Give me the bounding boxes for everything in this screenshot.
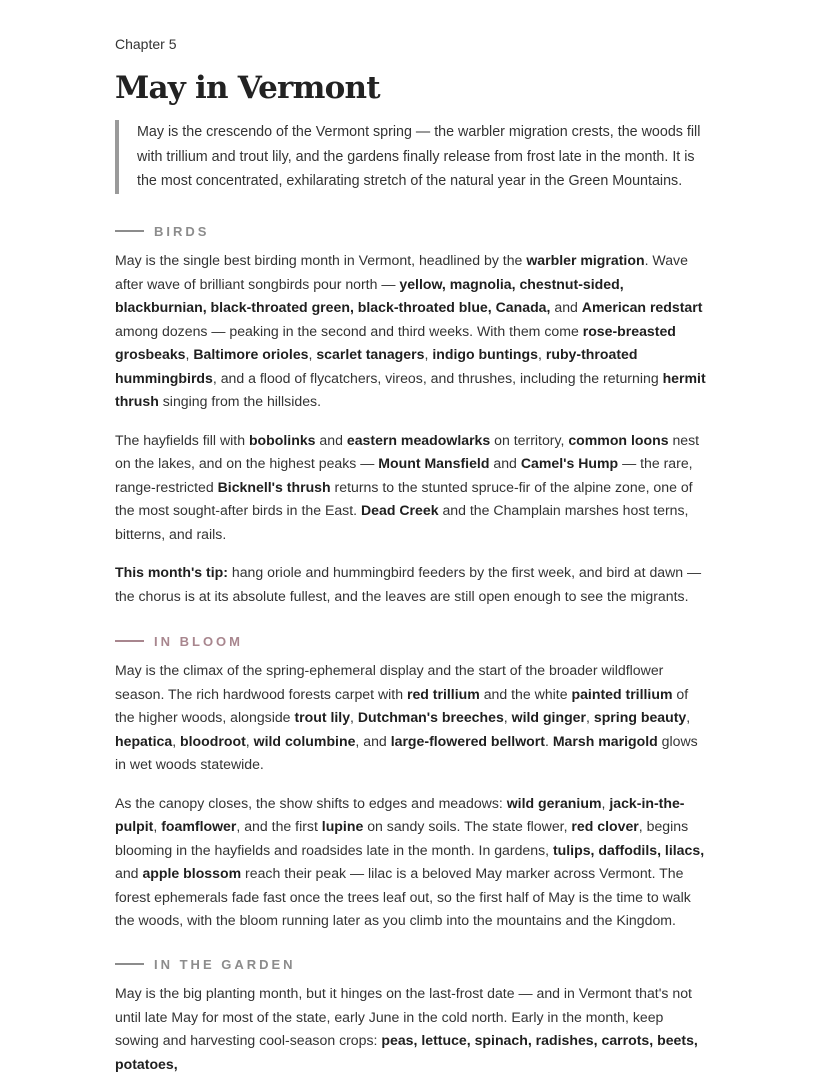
birds-tip-paragraph: This month's tip: hang oriole and hummingbird feeders by the first week, and bird at dawn — the chorus is at its absolute fullest, and the leaves are still open enough to see the migrants. (115, 564, 702, 604)
bold-term: jack-in-the-pulpit (115, 794, 685, 834)
page-title: May in Vermont (115, 70, 380, 106)
section-heading (115, 631, 707, 651)
bold-term: wild geranium (506, 794, 602, 811)
bold-term: bloodroot (180, 732, 246, 749)
bold-term: Dead Creek (360, 502, 439, 518)
bold-term: American redstart (581, 299, 703, 315)
bold-term: indigo buntings (432, 346, 538, 362)
section-heading (115, 954, 707, 974)
bold-term: Dutchman's breeches (357, 709, 504, 725)
bold-term: wild ginger (511, 709, 587, 725)
bloom-paragraph-2: As the canopy closes, the show shifts to edges and meadows: wild geranium, jack-in-the-pulpit, foamflower, and the first lupine on sandy soils. The state flower, red clover, begins blooming in the hayfields and roadsides late in the month. In gardens, tulips, daffodils, lilacs, and apple blossom reach their peak — lilac is a beloved May marker across Vermont. The forest ephemerals fade fast once the trees leaf out, so the first half of May is the time to walk the woods, with the bloom running later as you climb into the mountains and the Kingdom. (115, 794, 705, 928)
bold-term: apple blossom (142, 865, 242, 881)
bold-term: lupine (321, 818, 364, 834)
garden-paragraph-1: May is the big planting month, but it hinges on the last-frost date — and in Vermont that's not until late May for most of the state, early June in the cold north. Early in the month, keep sowing and harvesting cool-season crops: peas, lettuce, spinach, radishes, carrots, beets, potatoes, (115, 985, 698, 1072)
bold-term: foamflower (161, 818, 237, 834)
bold-term: Camel's Hump (520, 455, 619, 471)
bold-term: ruby-throated hummingbirds (115, 346, 638, 386)
bold-term: bobolinks (248, 431, 316, 448)
bold-term: spring beauty (593, 709, 687, 725)
bold-term: Mount Mansfield (378, 455, 490, 471)
bold-term: common loons (568, 431, 669, 448)
bold-term: eastern meadowlarks (346, 431, 491, 448)
chapter-label: Chapter 5 (115, 36, 177, 52)
section-in-the-garden (115, 954, 707, 1091)
heading-rule (115, 963, 144, 965)
bold-term: Marsh marigold (552, 732, 658, 749)
section-birds (115, 221, 707, 623)
bold-term: red clover (571, 818, 639, 834)
bold-term: hermit thrush (115, 369, 706, 409)
birds-paragraph-1: May is the single best birding month in Vermont, headlined by the warbler migration. Wave after wave of brilliant songbirds pour north — yellow, magnolia, chestnut-sided, blackburnian, black-throated green, black-throated blue, Canada, and American redstart among dozens — peaking in the second and third weeks. With them come rose-breasted grosbeaks, Baltimore orioles, scarlet tanagers, indigo buntings, ruby-throated hummingbirds, and a flood of flycatchers, vireos, and thrushes, including the returning hermit thrush singing from the hillsides. (115, 252, 706, 409)
bold-term: large-flowered bellwort (390, 732, 545, 749)
bold-term: wild columbine (253, 732, 356, 749)
heading-rule (115, 640, 144, 642)
bold-term: painted trillium (571, 685, 673, 702)
bold-term: scarlet tanagers (316, 346, 425, 362)
section-heading (115, 221, 707, 241)
birds-paragraph-2: The hayfields fill with bobolinks and eastern meadowlarks on territory, common loons nest on the lakes, and on the highest peaks — Mount Mansfield and Camel's Hump — the rare, range-restricted Bicknell's thrush returns to the stunted spruce-fir of the alpine zone, one of the most sought-after birds in the East. Dead Creek and the Champlain marshes host terns, bitterns, and rails. (115, 431, 700, 542)
bold-term: This month's tip: (115, 564, 228, 580)
bold-term: tulips, daffodils, lilacs, (552, 841, 705, 858)
bold-term: warbler migration (526, 252, 645, 268)
bold-term: trout lily (294, 709, 351, 725)
bold-term: hepatica (115, 732, 173, 749)
section-title: BIRDS (154, 223, 210, 239)
section-title: IN BLOOM (154, 633, 243, 649)
bold-term: peas, lettuce, spinach, radishes, carrots, beets, potatoes, (115, 1032, 698, 1072)
section-in-bloom (115, 631, 707, 948)
bold-term: Baltimore orioles (193, 346, 309, 362)
section-title: IN THE GARDEN (154, 956, 296, 972)
bold-term: rose-breasted grosbeaks (115, 322, 676, 362)
bold-term: red trillium (406, 685, 480, 702)
heading-rule (115, 230, 144, 232)
bold-term: Bicknell's thrush (217, 478, 331, 495)
intro-blockquote: May is the crescendo of the Vermont spring — the warbler migration crests, the woods fill with trillium and trout lily, and the gardens finally release from frost late in the month. It is the most concentrated, exhilarating stretch of the natural year in the Green Mountains. (115, 120, 705, 194)
bold-term: yellow, magnolia, chestnut-sided, blackburnian, black-throated green, black-throated blue, Canada, (115, 275, 624, 315)
bloom-paragraph-1: May is the climax of the spring-ephemeral display and the start of the broader wildflower season. The rich hardwood forests carpet with red trillium and the white painted trillium of the higher woods, alongside trout lily, Dutchman's breeches, wild ginger, spring beauty, hepatica, bloodroot, wild columbine, and large-flowered bellwort. Marsh marigold glows in wet woods statewide. (115, 662, 698, 772)
